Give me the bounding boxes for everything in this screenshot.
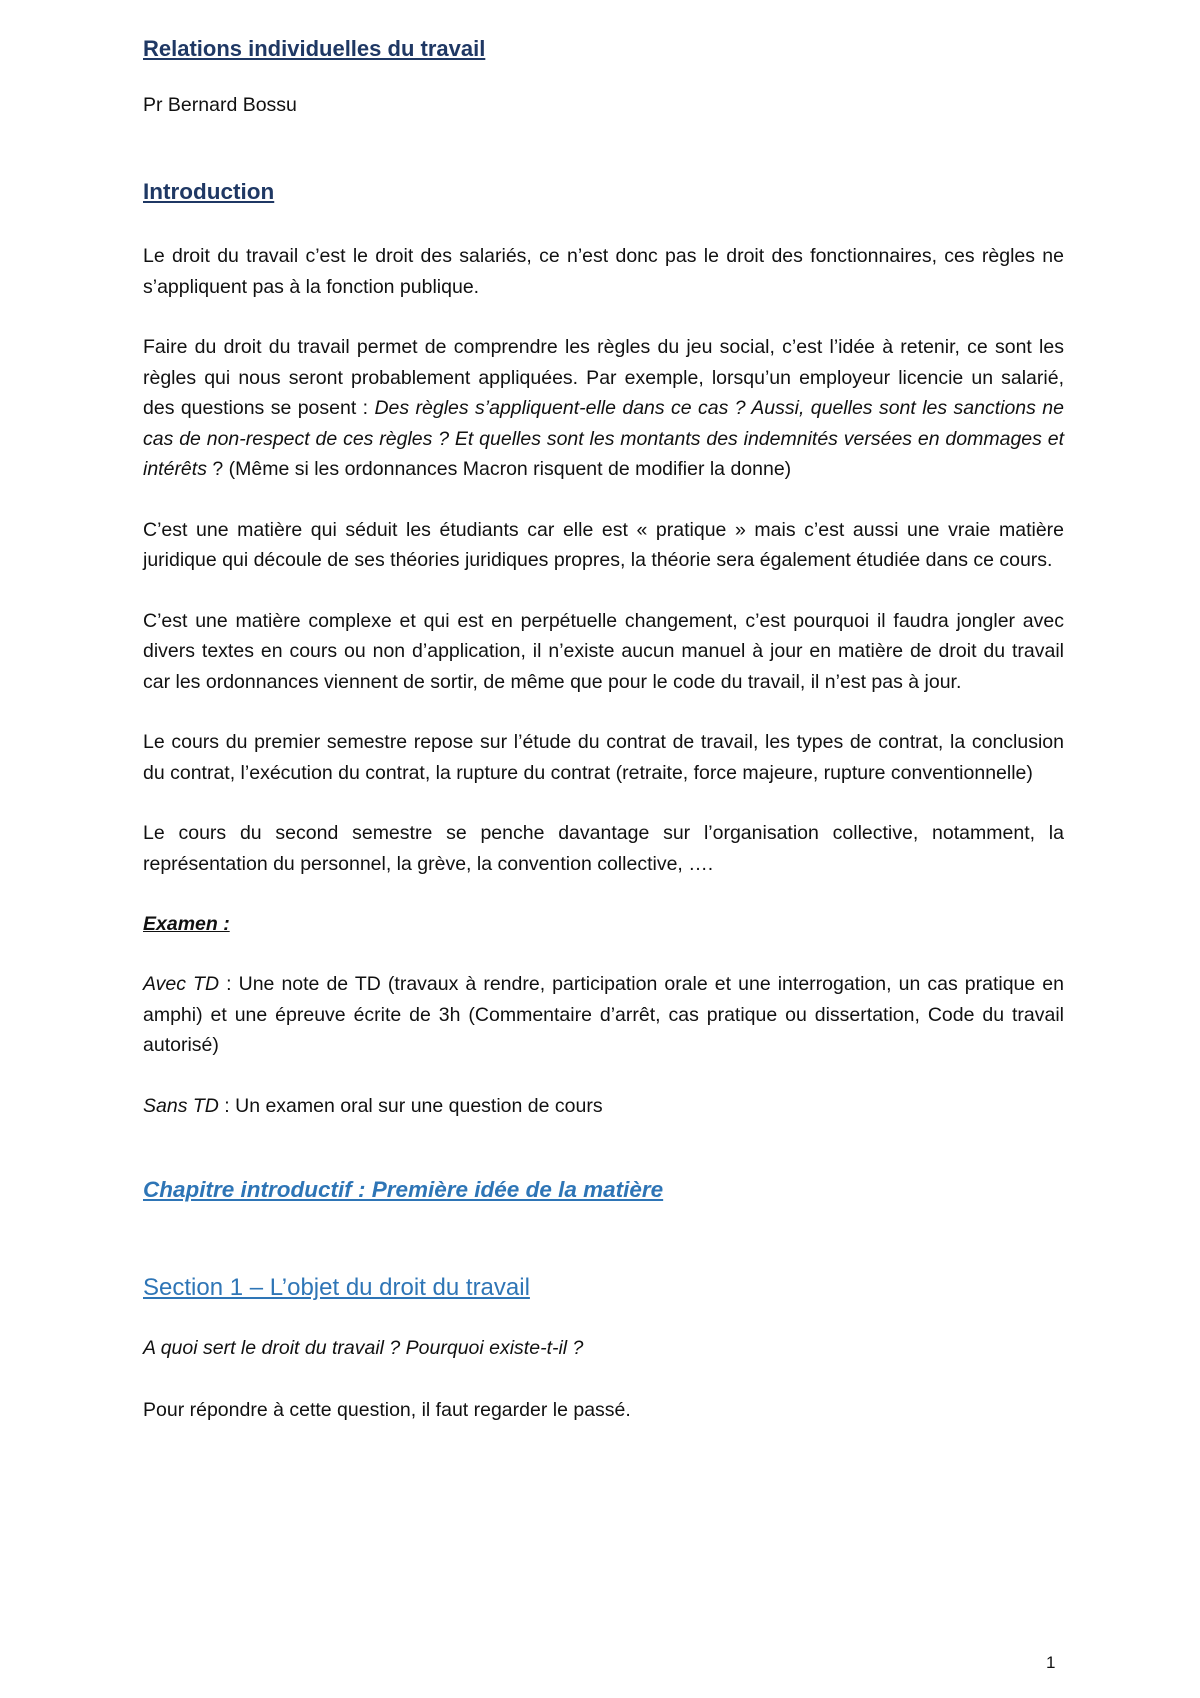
exam-label: Examen : (143, 913, 230, 935)
paragraph-2-start: Faire du droit du travail permet de comprendre les règles du jeu social, c’est l’idée à retenir, ce sont les règles qui nous seront probablement appliquées. Par exemple, lorsqu’un employeur licencie un salarié, des questions se posent : (143, 336, 1064, 419)
exam-with-td-label: Avec TD (143, 973, 220, 995)
paragraph-2 (143, 332, 1064, 485)
author-name: Pr Bernard Bossu (143, 94, 297, 116)
section-heading: Section 1 – L’objet du droit du travail (143, 1274, 530, 1301)
page-number: 1 (1046, 1653, 1056, 1672)
paragraph-1: Le droit du travail c’est le droit des salariés, ce n’est donc pas le droit des fonctionnaires, ces règles ne s’appliquent pas à la fonction publique. (143, 245, 1064, 298)
exam-without-td-text: : Un examen oral sur une question de cours (218, 1094, 603, 1117)
page-content (143, 34, 1064, 1425)
document-title: Relations individuelles du travail (143, 36, 486, 61)
chapter-heading: Chapitre introductif : Première idée de la matière (143, 1177, 664, 1202)
introduction-heading: Introduction (143, 179, 275, 204)
paragraph-5: Le cours du premier semestre repose sur l’étude du contrat de travail, les types de contrat, la conclusion du contrat, l’exécution du contrat, la rupture du contrat (retraite, force majeure, rupture conventionnelle) (143, 731, 1064, 784)
exam-with-td-text: : Une note de TD (travaux à rendre, participation orale et une interrogation, un cas pratique en amphi) et une épreuve écrite de 3h (Commentaire d’arrêt, cas pratique ou dissertation, Code du travail autorisé) (143, 973, 1064, 1056)
exam-without-td (143, 1091, 1064, 1122)
paragraph-4: C’est une matière complexe et qui est en perpétuelle changement, c’est pourquoi il faudra jongler avec divers textes en cours ou non d’application, il n’existe aucun manuel à jour en matière de droit du travail car les ordonnances viennent de sortir, de même que pour le code du travail, il n’est pas à jour. (143, 609, 1064, 693)
paragraph-2-end: ? (Même si les ordonnances Macron risquent de modifier la donne) (206, 458, 792, 480)
paragraph-3: C’est une matière qui séduit les étudiants car elle est « pratique » mais c’est aussi une vraie matière juridique qui découle de ses théories juridiques propres, la théorie sera également étudiée dans ce cours. (143, 518, 1064, 571)
paragraph-6: Le cours du second semestre se penche davantage sur l’organisation collective, notamment, la représentation du personnel, la grève, la convention collective, …. (143, 822, 1064, 875)
paragraph-2-italic: Des règles s’appliquent-elle dans ce cas ? Aussi, quelles sont les sanctions ne cas de non-respect de ces règles ? Et quelles sont les montants des indemnités versées en dommages et intérêts (143, 397, 1064, 480)
question-text: A quoi sert le droit du travail ? Pourquoi existe-t-il ? (143, 1337, 584, 1359)
exam-with-td (143, 969, 1064, 1061)
answer-text: Pour répondre à cette question, il faut regarder le passé. (143, 1399, 631, 1421)
exam-without-td-label: Sans TD (143, 1094, 219, 1117)
